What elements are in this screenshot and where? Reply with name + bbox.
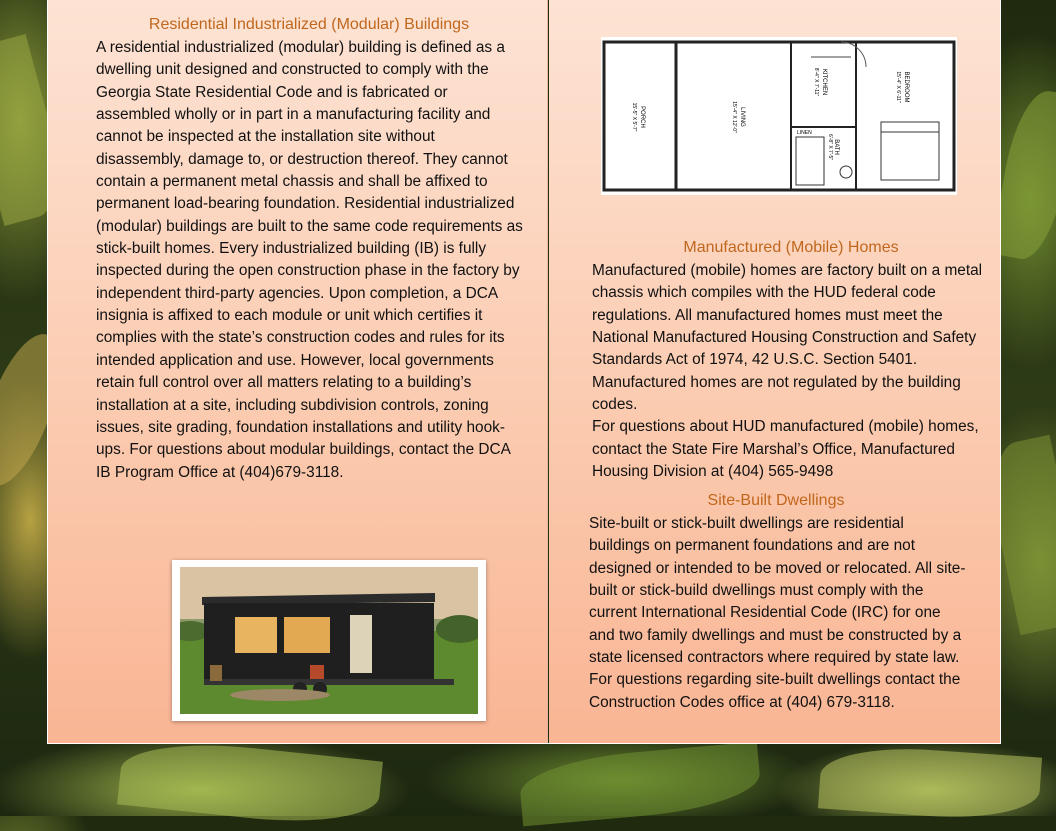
living-dim: 15'-4" X 12'-0" xyxy=(731,101,737,133)
tiny-house-photo xyxy=(172,560,486,721)
bath-label: BATH xyxy=(833,139,839,155)
bedroom-label: BEDROOM xyxy=(903,71,909,103)
modular-body xyxy=(96,37,526,484)
living-label: LIVING xyxy=(739,107,745,127)
background-leaf xyxy=(818,742,1042,823)
floor-plan-drawing xyxy=(601,37,957,195)
porch-label: PORCH xyxy=(639,106,645,128)
site-built-body xyxy=(589,513,967,714)
manufactured-body xyxy=(592,260,992,483)
tiny-house-scene xyxy=(180,567,478,714)
tiny-house-illustration xyxy=(180,567,478,714)
linen-label: LINEN xyxy=(797,130,812,136)
modular-paragraph: A residential industrialized (modular) building is defined as a dwelling unit designed and constructed to comply with the Georgia State Residential Code and is fabricated or assembled wholly or in part in a manufacturing facility and cannot be inspected at the installation site without disassembly, damage to, or destruction thereof. They cannot contain a permanent metal chassis and shall be affixed to permanent load-bearing foundation. Residential industrialized (modular) buildings are built to the same code requirements as stick-built homes. Every industrialized building (IB) is fully inspected during the open construction phase in the factory by independent third-party agencies. Upon completion, a DCA insignia is affixed to each module or unit which certifies it complies with the state’s construction codes and rules for its intended application and use. However, local governments retain full control over all matters relating to a building’s installation at a site, including subdivision controls, zoning issues, site grading, foundation installations and utility hook-ups. For questions about modular buildings, contact the DCA IB Program Office at (404)679-3118. xyxy=(96,39,523,481)
bedroom-dim: 15'-4" X 6'-11" xyxy=(895,71,901,103)
site-built-paragraph: Site-built or stick-built dwellings are residential buildings on permanent foundations and are not designed or intended to be moved or relocated. All site-built or stick-build dwellings must comply with the current International Residential Code (IRC) for one and two family dwellings and must be constructed by a state licensed contractors where required by state law. For questions regarding site-built dwellings contact the Construction Codes office at (404) 679-3118. xyxy=(589,515,966,711)
bath-dim: 6'-8" X 7'-5" xyxy=(827,133,833,161)
floor-plan xyxy=(601,37,957,195)
manufactured-paragraph-2: For questions about HUD manufactured (mobile) homes, contact the State Fire Marshal’s Office, Manufactured Housing Division at (404) 565-9498 xyxy=(592,418,979,481)
background-leaf xyxy=(117,735,383,831)
site-built-heading: Site-Built Dwellings xyxy=(707,492,845,509)
background-leaf xyxy=(518,742,763,827)
manufactured-heading: Manufactured (Mobile) Homes xyxy=(683,239,899,256)
kitchen-label: KITCHEN xyxy=(821,68,827,96)
kitchen-dim: 8'-4" X 7'-11" xyxy=(813,67,819,97)
porch-dim: 15'-5" X 5'-7" xyxy=(631,102,637,132)
manufactured-paragraph-1: Manufactured (mobile) homes are factory built on a metal chassis which compiles with the HUD federal code regulations. All manufactured homes must meet the National Manufactured Housing Construction and Safety Standards Act of 1974, 42 U.S.C. Section 5401. Manufactured homes are not regulated by the building codes. xyxy=(592,262,983,414)
modular-heading: Residential Industrialized (Modular) Buildings xyxy=(148,16,470,33)
